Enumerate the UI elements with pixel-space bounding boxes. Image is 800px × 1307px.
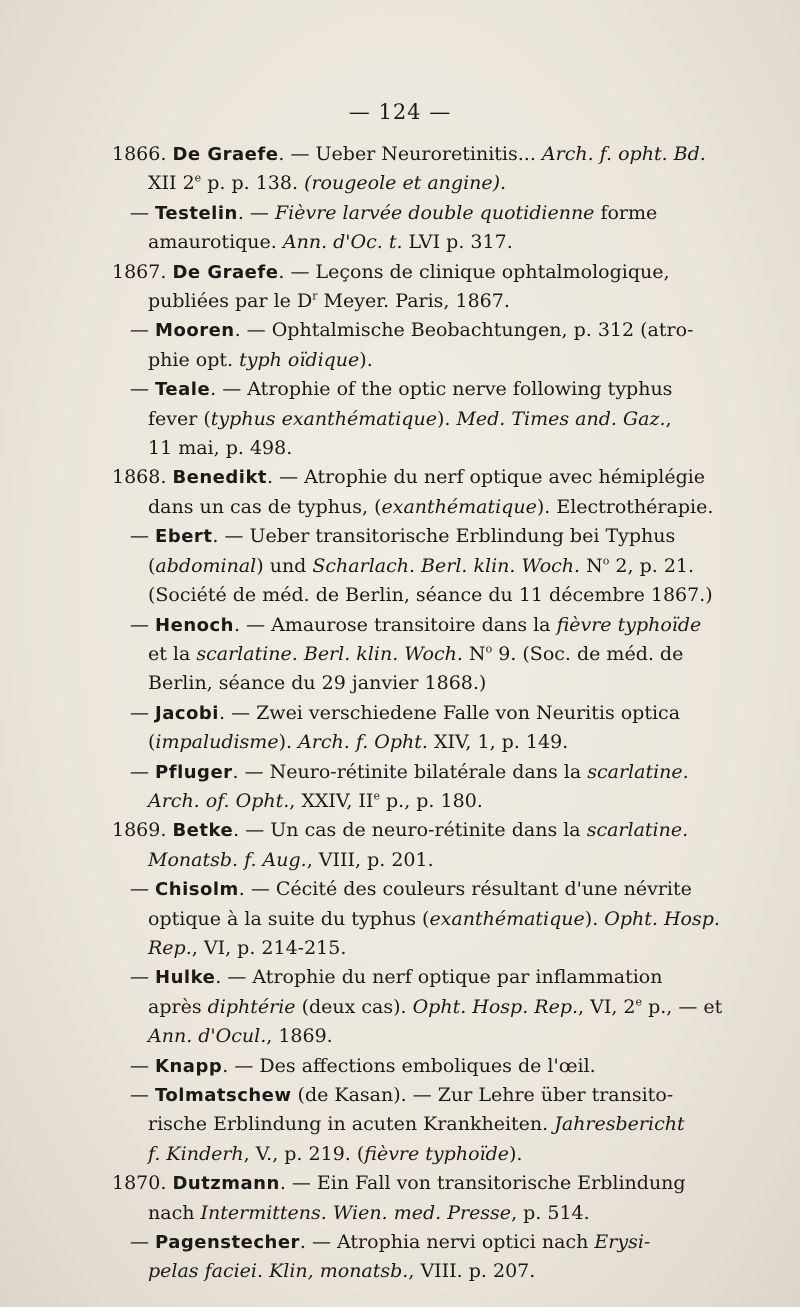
superscript: e <box>635 995 643 1009</box>
entry-line <box>148 993 736 1022</box>
entry-text: N <box>580 554 603 577</box>
bibliography-entry <box>112 140 736 199</box>
entry-line <box>148 346 736 375</box>
author-name: Hulke <box>155 967 216 989</box>
entry-line <box>130 611 736 640</box>
entry-text: — <box>130 1054 156 1077</box>
entry-text: Berlin, séance du 29 janvier 1868.) <box>148 672 487 695</box>
entry-line <box>112 463 736 492</box>
entry-text: 1869. <box>112 819 173 842</box>
italic-text: Opht. Hosp. Rep. <box>412 995 579 1018</box>
entry-line <box>148 434 736 463</box>
italic-text: Fièvre larvée double quotidienne <box>274 201 595 224</box>
bibliography-entry <box>112 1052 736 1081</box>
entry-line <box>130 1081 736 1110</box>
entry-text: ( <box>148 731 156 754</box>
italic-text: impaludisme <box>155 731 279 754</box>
author-name: Jacobi <box>155 702 219 724</box>
author-name: Betke <box>172 820 234 842</box>
entry-text: LVI p. 317. <box>402 231 513 254</box>
bibliography-entry <box>112 199 736 258</box>
entry-text: — <box>130 613 156 636</box>
entry-text: — <box>130 966 156 989</box>
italic-text: scarlatine. Berl. klin. Woch. <box>196 642 463 665</box>
entry-text: XII 2 <box>148 172 195 195</box>
entry-line <box>148 728 736 757</box>
entry-line <box>130 1228 736 1257</box>
italic-text: Scharlach. Berl. klin. Woch. <box>312 554 581 577</box>
entry-text: , VI, 2 <box>578 995 636 1018</box>
entry-text: — <box>130 1084 156 1106</box>
entry-text: forme <box>594 201 658 224</box>
entry-text: ). <box>359 348 373 371</box>
entry-text: N <box>462 642 486 665</box>
entry-text: amaurotique. <box>148 231 283 254</box>
superscript: r <box>312 289 318 303</box>
entry-text: , 1869. <box>266 1025 333 1048</box>
bibliography-entry <box>112 816 736 875</box>
entry-text: ( <box>148 554 156 577</box>
entry-line <box>148 228 736 257</box>
italic-text: Erysi- <box>594 1231 651 1254</box>
italic-text: Ann. d'Oc. t. <box>282 231 403 254</box>
italic-text: exanthématique <box>381 495 537 518</box>
italic-text: Arch. f. Opht. <box>298 731 428 754</box>
entry-text: . — Leçons de clinique ophtalmologique, <box>278 260 670 283</box>
bibliography-entry <box>112 1081 736 1169</box>
italic-text: exanthématique <box>429 907 585 930</box>
entry-line <box>148 934 736 963</box>
entry-line <box>130 375 736 404</box>
entry-text: , XXIV, II <box>289 789 374 812</box>
author-name: Mooren <box>155 320 235 342</box>
author-name: Dutzmann <box>172 1173 280 1195</box>
superscript: e <box>194 172 202 186</box>
bibliography-entry <box>112 875 736 963</box>
entry-text: publiées par le D <box>148 290 313 313</box>
entry-text: , VIII, p. 201. <box>306 848 434 871</box>
entry-line <box>148 493 736 522</box>
superscript: e <box>373 789 380 803</box>
author-name: Chisolm <box>155 879 239 901</box>
bibliography-entry <box>112 1169 736 1228</box>
entry-line <box>130 875 736 904</box>
entry-line <box>112 140 736 169</box>
entry-text: Meyer. Paris, 1867. <box>317 290 510 313</box>
entry-text: . — Neuro-rétinite bilatérale dans la <box>232 760 588 783</box>
entry-line <box>148 1022 736 1051</box>
italic-text: scarlatine. <box>587 760 689 783</box>
entry-text: après <box>148 995 208 1018</box>
entry-text: p., — et <box>642 995 723 1018</box>
entry-line <box>112 1169 736 1198</box>
entry-text: (Société de méd. de Berlin, séance du 11 décembre 1867.) <box>148 584 713 607</box>
entry-text: 1868. <box>112 466 173 489</box>
entry-line <box>148 1199 736 1228</box>
entry-line <box>148 1140 736 1169</box>
bibliography-entry <box>112 522 736 610</box>
entry-line <box>148 669 736 698</box>
entry-line <box>148 1110 736 1139</box>
italic-text: fièvre typhoïde <box>364 1142 509 1165</box>
entry-text: . — Ein Fall von transitorische Erblindung <box>279 1172 686 1195</box>
entry-line <box>112 816 736 845</box>
entry-line <box>148 405 736 434</box>
author-name: Henoch <box>155 614 234 636</box>
entry-line <box>130 316 736 345</box>
entry-line <box>148 905 736 934</box>
italic-text: typh oïdique <box>239 348 360 371</box>
entry-text: dans un cas de typhus, ( <box>148 495 382 518</box>
author-name: Knapp <box>155 1055 223 1077</box>
entry-text: . — Atrophie du nerf optique par inflammation <box>215 966 663 989</box>
entry-text: , VIII. p. 207. <box>408 1260 536 1283</box>
entry-text: ). Electrothérapie. <box>536 495 714 518</box>
italic-text: Rep. <box>148 936 192 959</box>
entry-text: . — Ueber transitorische Erblindung bei Typhus <box>212 525 676 548</box>
entry-text: phie opt. <box>148 348 240 371</box>
entry-text: XIV, 1, p. 149. <box>427 731 569 754</box>
entry-text: p., p. 180. <box>379 789 483 812</box>
author-name: De Graefe <box>172 144 279 165</box>
entry-text: optique à la suite du typhus ( <box>148 907 430 930</box>
author-name: Tolmatschew <box>155 1085 292 1106</box>
entry-text: 1870. <box>112 1172 173 1195</box>
entry-text: . — Zwei verschiedene Falle von Neuritis optica <box>218 701 681 724</box>
bibliography-entry <box>112 699 736 758</box>
entry-text: ). <box>509 1142 523 1165</box>
entry-text: — <box>130 878 156 901</box>
entry-line <box>148 787 736 816</box>
entry-text: . — Atrophia nervi optici nach <box>299 1231 595 1254</box>
bibliography-entry <box>112 1228 736 1287</box>
italic-text: Arch. of. Opht. <box>148 789 290 812</box>
italic-text: pelas faciei. Klin, monatsb. <box>148 1260 409 1283</box>
entry-line <box>148 640 736 669</box>
entry-text: ). <box>584 907 605 930</box>
italic-text: abdominal <box>155 554 257 577</box>
entry-text: . — Ueber Neuroretinitis... <box>278 143 542 165</box>
entry-text: — <box>130 760 156 783</box>
author-name: Pagenstecher <box>155 1232 300 1254</box>
entry-text: — <box>130 701 156 724</box>
entry-line <box>130 963 736 992</box>
italic-text: Arch. f. opht. Bd. <box>541 143 706 165</box>
italic-text: Opht. Hosp. <box>604 907 720 930</box>
entry-text: — <box>130 319 156 342</box>
italic-text: f. Kinderh <box>148 1142 244 1165</box>
entry-text: . — Atrophie du nerf optique avec hémiplégie <box>267 466 706 489</box>
entry-text: — <box>130 1231 156 1254</box>
author-name: Testelin <box>155 202 238 224</box>
entry-line <box>112 258 736 287</box>
entry-text: ) und <box>256 554 313 577</box>
italic-text: fièvre typhoïde <box>556 613 702 636</box>
superscript: o <box>485 642 493 656</box>
entry-text: . — Des affections emboliques de l'œil. <box>222 1054 596 1077</box>
entry-text: p. p. 138. <box>201 172 305 195</box>
author-name: De Graefe <box>172 261 279 283</box>
entry-line <box>130 699 736 728</box>
italic-text: Monatsb. f. Aug. <box>148 848 307 871</box>
page-number: — 124 — <box>348 100 452 124</box>
bibliography-entry <box>112 963 736 1051</box>
bibliography-entry <box>112 258 736 317</box>
entry-text: nach <box>148 1201 201 1224</box>
italic-text: diphtérie <box>207 995 296 1018</box>
entry-text: , VI, p. 214-215. <box>191 936 347 959</box>
entry-text: (de Kasan). — Zur Lehre über transito- <box>291 1084 674 1106</box>
author-name: Benedikt <box>172 467 268 489</box>
italic-text: Intermittens. Wien. med. Presse <box>200 1201 512 1224</box>
italic-text: typhus exanthématique <box>210 407 437 430</box>
italic-text: Med. Times and. Gaz. <box>456 407 666 430</box>
entry-line <box>148 581 736 610</box>
entry-text: 11 mai, p. 498. <box>148 437 293 460</box>
entry-line <box>148 287 736 316</box>
author-name: Teale <box>155 379 211 401</box>
entry-text: . — Un cas de neuro-rétinite dans la <box>233 819 587 842</box>
entry-text: . — Cécité des couleurs résultant d'une névrite <box>238 878 692 901</box>
italic-text: Jahresbericht <box>554 1113 685 1136</box>
entry-line <box>130 1052 736 1081</box>
entry-line <box>130 758 736 787</box>
entry-text: 1867. <box>112 260 173 283</box>
author-name: Ebert <box>155 526 213 548</box>
entry-text: fever ( <box>148 407 211 430</box>
author-name: Pfluger <box>155 761 233 783</box>
entry-text: rische Erblindung in acuten Krankheiten. <box>148 1113 555 1136</box>
entry-text: — <box>130 525 156 548</box>
entry-text: . — Amaurose transitoire dans la <box>233 613 557 636</box>
entry-line <box>148 846 736 875</box>
entry-text: 9. (Soc. de méd. de <box>492 642 684 665</box>
entry-text: — <box>130 201 156 224</box>
entry-text: ). <box>278 731 299 754</box>
entry-text: . — Ophtalmische Beobachtungen, p. 312 (atro- <box>234 319 694 342</box>
entry-line <box>130 522 736 551</box>
bibliography-entry <box>112 316 736 375</box>
entry-text: , <box>665 407 672 430</box>
bibliography-entry <box>112 611 736 699</box>
entry-text: 2, p. 21. <box>609 554 695 577</box>
bibliography-entry <box>112 375 736 463</box>
entry-text: . — Atrophie of the optic nerve following typhus <box>210 378 673 401</box>
entry-text: et la <box>148 642 197 665</box>
entry-text: (deux cas). <box>295 995 413 1018</box>
italic-text: scarlatine. <box>586 819 689 842</box>
bibliography-list <box>112 140 736 1287</box>
entry-text: . — <box>237 201 275 224</box>
entry-text: , V., p. 219. ( <box>243 1142 365 1165</box>
entry-line <box>148 552 736 581</box>
entry-line <box>130 199 736 228</box>
italic-text: Ann. d'Ocul. <box>148 1025 267 1048</box>
bibliography-entry <box>112 758 736 817</box>
italic-text: (rougeole et angine). <box>304 172 507 195</box>
entry-text: ). <box>436 407 457 430</box>
entry-text: — <box>130 378 156 401</box>
superscript: o <box>602 554 610 568</box>
entry-line <box>148 1257 736 1286</box>
bibliography-entry <box>112 463 736 522</box>
entry-text: , p. 514. <box>511 1201 590 1224</box>
entry-line <box>148 169 736 198</box>
entry-text: 1866. <box>112 143 173 165</box>
